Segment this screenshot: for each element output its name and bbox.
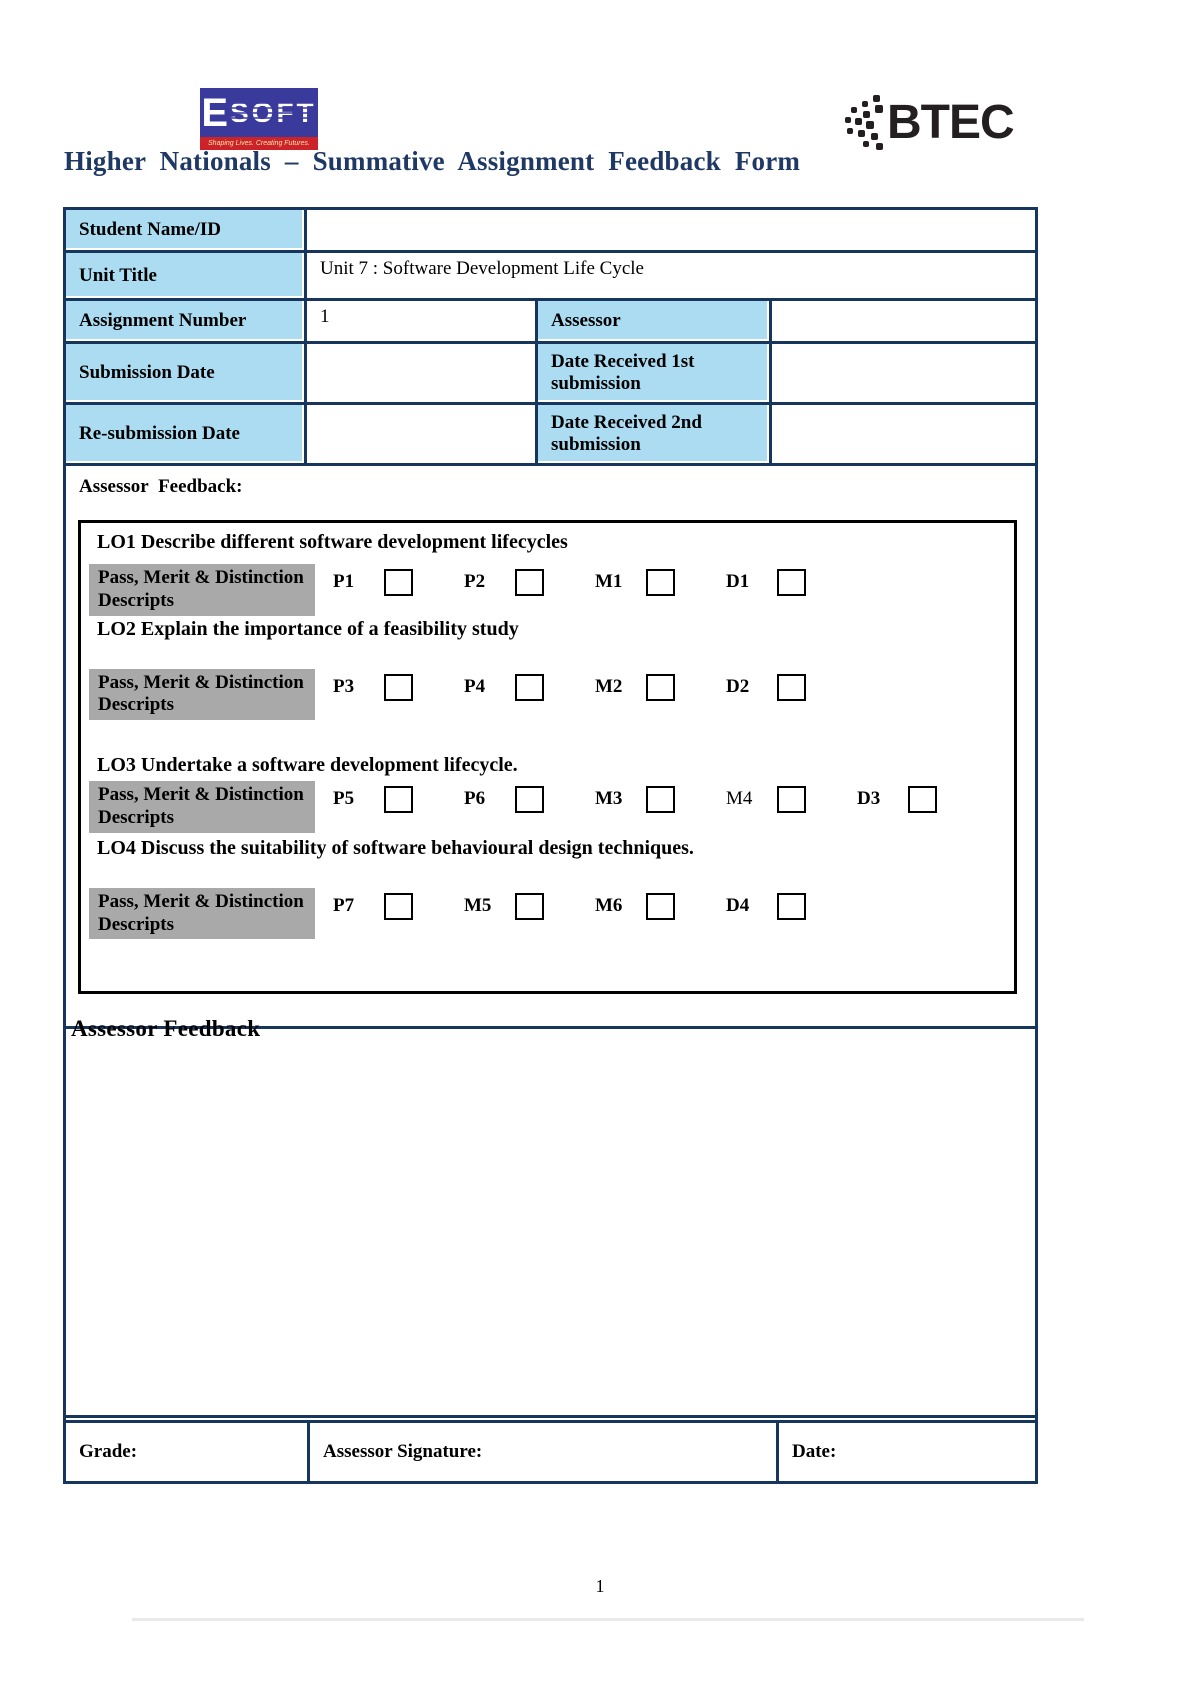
footer-divider-line — [132, 1618, 1084, 1621]
page-number: 1 — [595, 1576, 605, 1596]
criterion-label: P1 — [333, 571, 355, 592]
resubmission-date-value[interactable] — [307, 405, 535, 463]
submission-date-value[interactable] — [307, 344, 535, 402]
grade-cell[interactable] — [66, 1423, 307, 1481]
submission-date-row — [66, 344, 1035, 402]
criterion-checkbox[interactable] — [646, 674, 675, 701]
criterion — [726, 674, 857, 701]
criterion-checkbox[interactable] — [646, 569, 675, 596]
assessor-value[interactable] — [772, 301, 1035, 341]
criterion-label: P4 — [464, 675, 486, 697]
criterion-label: D1 — [726, 571, 750, 592]
criterion — [726, 893, 857, 920]
criterion-checkbox[interactable] — [777, 674, 806, 701]
criterion-label: M5 — [464, 894, 492, 916]
criterion — [464, 674, 595, 701]
assessor-feedback-area[interactable] — [66, 1016, 1035, 1415]
lo2-criteria-row — [89, 669, 1014, 721]
esoft-logo-wordmark — [200, 88, 318, 137]
criterion-checkbox[interactable] — [646, 786, 675, 813]
lo4-criteria-row — [89, 888, 1014, 940]
assessor-feedback-section — [66, 466, 1035, 1026]
assessor-feedback-heading: Assessor Feedback — [71, 1016, 261, 1041]
criterion-label: P2 — [464, 571, 486, 592]
lo3-criteria-row — [89, 781, 1014, 833]
assessor-signature-cell[interactable] — [310, 1423, 776, 1481]
esoft-logo-tagline: Shaping Lives. Creating Futures. — [200, 137, 318, 150]
criterion — [726, 569, 857, 596]
criterion-label: P5 — [333, 788, 355, 810]
submission-date-label: Submission Date — [66, 344, 304, 402]
date-cell[interactable] — [779, 1423, 1035, 1481]
learning-outcomes-box — [78, 520, 1017, 994]
date-received-2nd-label: Date Received 2nd submission — [538, 405, 769, 463]
criterion — [333, 893, 464, 920]
lo3-descriptor-label: Pass, Merit & Distinction Descripts — [89, 781, 315, 833]
lo2-title: LO2 Explain the importance of a feasibility study — [97, 617, 519, 640]
criterion — [595, 674, 726, 701]
lo3-title: LO3 Undertake a software development lifecycle. — [97, 754, 518, 777]
date-received-1st-value[interactable] — [772, 344, 1035, 402]
criterion-checkbox[interactable] — [384, 893, 413, 920]
unit-title-value[interactable]: Unit 7 : Software Development Life Cycle — [307, 253, 1035, 298]
esoft-logo-e: E — [201, 90, 228, 135]
assignment-info-table — [63, 207, 1038, 1484]
lo1-criteria-row — [89, 564, 1014, 616]
assignment-assessor-row — [66, 301, 1035, 341]
criterion-label: M6 — [595, 894, 623, 916]
student-name-label: Student Name/ID — [66, 210, 304, 250]
date-received-1st-label: Date Received 1st submission — [538, 344, 769, 402]
criterion — [464, 893, 595, 920]
esoft-logo-soft: SOFT — [230, 96, 317, 128]
criterion-label: D3 — [857, 788, 881, 810]
criterion — [464, 786, 595, 813]
criterion-checkbox[interactable] — [515, 893, 544, 920]
lo4-descriptor-label: Pass, Merit & Distinction Descripts — [89, 888, 315, 940]
lo2-descriptor-label: Pass, Merit & Distinction Descripts — [89, 669, 315, 721]
unit-title-label: Unit Title — [66, 253, 304, 298]
lo1-descriptor-label: Pass, Merit & Distinction Descripts — [89, 564, 315, 616]
assignment-number-value[interactable]: 1 — [307, 301, 535, 341]
criterion — [595, 786, 726, 813]
assessor-label: Assessor — [538, 301, 769, 341]
criterion — [726, 786, 857, 813]
criterion-checkbox[interactable] — [777, 893, 806, 920]
criterion-label: M1 — [595, 571, 623, 592]
criterion-label: P7 — [333, 894, 355, 916]
lo1-criteria — [315, 564, 857, 596]
btec-logo-text: BTEC — [887, 96, 1014, 149]
student-name-row — [66, 210, 1035, 250]
student-name-value[interactable] — [307, 210, 1035, 250]
assessor-signature-label: Assessor Signature: — [323, 1441, 483, 1462]
page-title: Higher Nationals – Summative Assignment Feedback Form — [64, 146, 801, 176]
criterion — [464, 569, 595, 596]
criterion-label: M4 — [726, 788, 753, 810]
unit-title-row — [66, 253, 1035, 298]
lo4-title: LO4 Discuss the suitability of software behavioural design techniques. — [97, 836, 694, 859]
lo3-criteria — [315, 781, 988, 813]
lo2-criteria — [315, 669, 857, 701]
resubmission-date-row — [66, 405, 1035, 463]
criterion-label: D2 — [726, 675, 750, 697]
criterion-checkbox[interactable] — [646, 893, 675, 920]
btec-dots-icon — [845, 95, 887, 151]
criterion-checkbox[interactable] — [908, 786, 937, 813]
criterion-checkbox[interactable] — [777, 569, 806, 596]
criterion — [595, 893, 726, 920]
criterion-checkbox[interactable] — [384, 674, 413, 701]
assessor-feedback-section-label: Assessor Feedback: — [79, 476, 243, 497]
criterion-label: M3 — [595, 788, 623, 810]
criterion-checkbox[interactable] — [515, 674, 544, 701]
esoft-logo — [200, 88, 318, 150]
criterion — [333, 569, 464, 596]
criterion — [333, 674, 464, 701]
criterion-label: P6 — [464, 788, 486, 810]
lo4-criteria — [315, 888, 857, 920]
grade-signature-date-row — [66, 1423, 1035, 1481]
criterion-checkbox[interactable] — [384, 786, 413, 813]
btec-logo — [845, 92, 1020, 154]
assignment-number-label: Assignment Number — [66, 301, 304, 341]
criterion-checkbox[interactable] — [777, 786, 806, 813]
criterion — [333, 786, 464, 813]
criterion-label: D4 — [726, 894, 750, 916]
date-received-2nd-value[interactable] — [772, 405, 1035, 463]
criterion-checkbox[interactable] — [515, 786, 544, 813]
resubmission-date-label: Re-submission Date — [66, 405, 304, 463]
criterion-label: M2 — [595, 675, 623, 697]
criterion-label: P3 — [333, 675, 355, 697]
criterion-checkbox[interactable] — [384, 569, 413, 596]
lo1-title: LO1 Describe different software development lifecycles — [97, 531, 568, 553]
criterion-checkbox[interactable] — [515, 569, 544, 596]
criterion — [857, 786, 988, 813]
date-label: Date: — [792, 1441, 837, 1462]
grade-label: Grade: — [79, 1441, 138, 1462]
criterion — [595, 569, 726, 596]
grade-row-divider — [66, 1418, 1035, 1420]
